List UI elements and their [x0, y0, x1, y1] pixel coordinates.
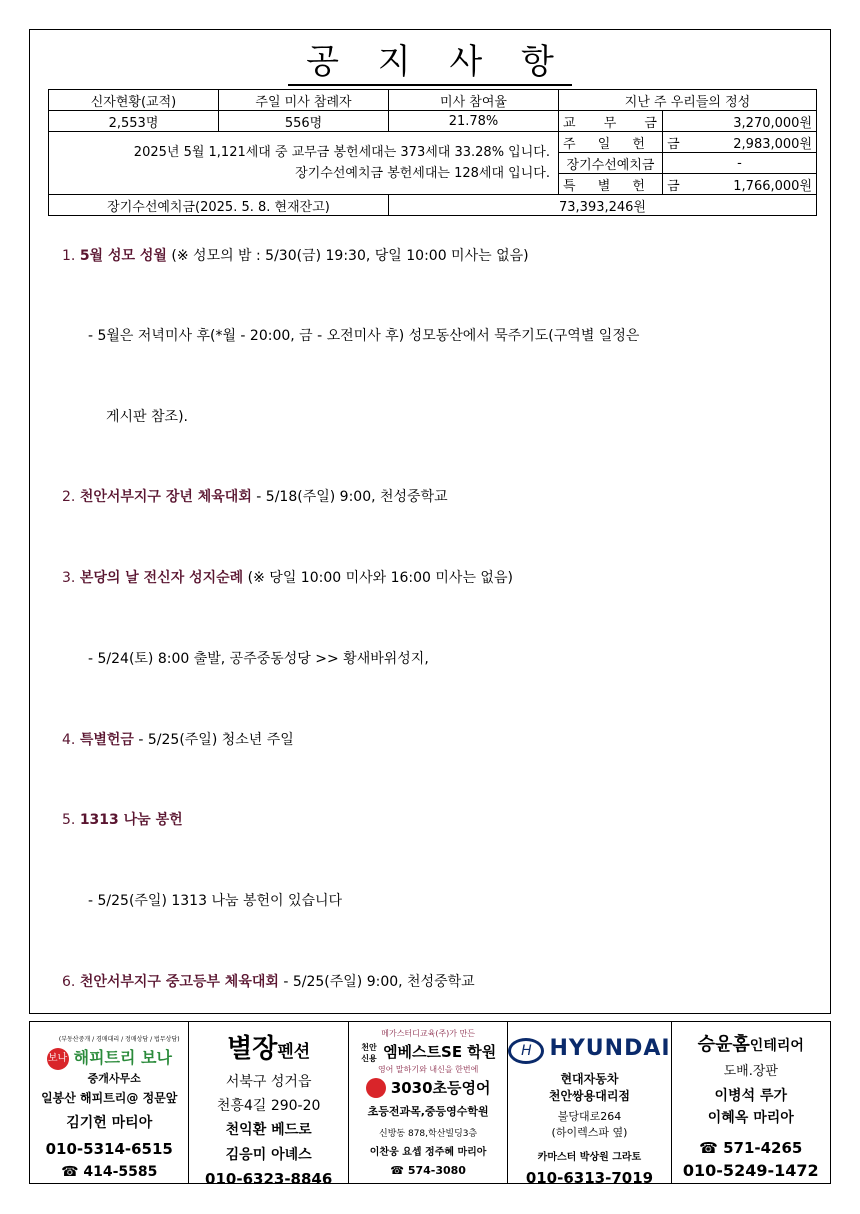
ad-phone: ☎ 574-3080	[390, 1164, 466, 1177]
ad-address-1: 서북구 성거읍	[225, 1074, 312, 1090]
header-rate: 미사 참여율	[389, 90, 559, 111]
balance-value: 73,393,246원	[389, 195, 817, 216]
ad-phone-2: ☎ 414-5585	[61, 1163, 158, 1180]
ad-name: 별장	[227, 1034, 278, 1064]
value-teuk: 1,766,000원	[663, 174, 817, 195]
item-4	[62, 729, 294, 749]
ad-brand: 엠베스트SE 학원	[383, 1043, 497, 1061]
item-number: 1.	[62, 248, 76, 264]
item-heading: 1313 나눔 봉헌	[79, 812, 183, 828]
ad-brand-prefix: 천안 신용	[361, 1042, 377, 1063]
ad-name-2: 3030초등영어	[390, 1078, 491, 1097]
item-1-sub-2: 게시판 참조).	[106, 409, 188, 425]
ad-location: 일봉산 해피트리@ 정문앞	[41, 1090, 178, 1105]
item-detail: - 5/25(주일) 청소년 주일	[133, 732, 294, 748]
item-number: 2.	[62, 489, 76, 505]
ad-dealer-1: 현대자동차	[560, 1071, 619, 1086]
ad-person-2: 김응미 아녜스	[225, 1147, 312, 1163]
ad-persons: 이찬웅 요셉 정주혜 마리아	[369, 1147, 487, 1158]
ad-phone: 010-6313-7019	[525, 1168, 654, 1187]
item-detail: - 5/18(주일) 9:00, 천성중학교	[251, 489, 448, 505]
notice-line-2: 장기수선예치금 봉헌세대는 128세대 입니다.	[295, 166, 550, 181]
academy-badge-icon	[366, 1078, 386, 1098]
ad-name: 승윤홈	[697, 1034, 750, 1055]
ad-person-1: 천익환 베드로	[225, 1122, 312, 1138]
item-heading: 특별헌금	[79, 732, 134, 748]
ad-pension	[189, 1022, 348, 1188]
ads-strip	[29, 1021, 831, 1188]
item-detail: - 5/25(주일) 9:00, 천성중학교	[278, 974, 475, 990]
balance-label: 장기수선예치금(2025. 5. 8. 현재잔고)	[49, 195, 389, 216]
ad-tagline: 영어 말하기와 내신을 한번에	[377, 1064, 479, 1074]
value-gyomu: 3,270,000원	[663, 111, 817, 132]
item-detail: (※ 당일 10:00 미사와 16:00 미사는 없음)	[243, 570, 513, 586]
label-juil: 주 일 헌 금	[559, 132, 663, 153]
item-5	[62, 809, 183, 829]
ad-tag: (부동산중개 / 경매대리 / 정매상담 / 법무상담)	[58, 1036, 180, 1043]
ad-sub: 초등전과목,중등영수학원	[367, 1105, 489, 1118]
item-number: 3.	[62, 570, 76, 586]
item-heading: 천안서부지구 장년 체육대회	[79, 489, 252, 505]
ad-academy	[349, 1022, 508, 1183]
hyundai-logo-icon: H	[508, 1038, 544, 1064]
label-gyomu: 교 무 금	[559, 111, 663, 132]
ad-address: 신방동 878,학산빌딩3층	[379, 1129, 478, 1139]
ad-phone: 010-5314-6515	[45, 1139, 173, 1158]
value-rate: 21.78%	[389, 111, 559, 132]
value-juil: 2,983,000원	[663, 132, 817, 153]
value-attendance: 556명	[219, 111, 389, 132]
page-title: 공 지 사 항	[0, 34, 860, 83]
item-number: 6.	[62, 974, 76, 990]
ad-top: 메가스터디교육(주)가 만든	[381, 1029, 476, 1038]
ad-interior	[672, 1022, 830, 1183]
ad-brand: HYUNDAI	[549, 1036, 671, 1061]
header-new-members: 신자현황(교적)	[49, 90, 219, 111]
ad-sub: 도배.장판	[723, 1064, 778, 1079]
label-teuk: 특 별 헌 금	[559, 174, 663, 195]
label-janggi: 장기수선예치금	[559, 153, 663, 174]
item-number: 5.	[62, 812, 76, 828]
ad-person: 카마스터 박상원 그라토	[537, 1151, 642, 1163]
ad-name-suffix: 인테리어	[749, 1038, 804, 1054]
item-heading: 5월 성모 성월	[79, 248, 167, 264]
ad-name: 해피트리 보나	[73, 1048, 172, 1067]
item-2	[62, 486, 448, 506]
notice-text	[49, 132, 559, 195]
ad-hyundai	[508, 1022, 671, 1187]
item-heading: 본당의 날 전신자 성지순례	[79, 570, 244, 586]
ad-address-1: 불당대로264	[557, 1109, 622, 1123]
item-1	[62, 245, 529, 265]
item-heading: 천안서부지구 중고등부 체육대회	[79, 974, 279, 990]
heart-logo-icon: 보나	[47, 1048, 69, 1070]
ad-address-2: (하이렉스파 옆)	[551, 1125, 628, 1139]
item-3-sub: - 5/24(토) 8:00 출발, 공주중동성당 >> 황새바위성지,	[88, 651, 429, 667]
ad-phone: 010-6323-8846	[205, 1170, 333, 1188]
ad-address-2: 천흥4길 290-20	[216, 1098, 321, 1114]
ad-person-2: 이혜옥 마리아	[707, 1110, 794, 1126]
item-detail: (※ 성모의 밤 : 5/30(금) 19:30, 당일 10:00 미사는 없음)	[166, 248, 529, 264]
ad-name-suffix: 펜션	[277, 1042, 311, 1062]
item-6	[62, 971, 475, 991]
ad-sub: 중개사무소	[87, 1071, 141, 1085]
item-3	[62, 567, 513, 587]
value-new-members: 2,553명	[49, 111, 219, 132]
ad-real-estate	[30, 1022, 189, 1183]
item-5-sub: - 5/25(주일) 1313 나눔 봉헌이 있습니다	[88, 893, 343, 909]
ad-phone: ☎ 571-4265	[699, 1139, 803, 1157]
notice-line-1: 2025년 5월 1,121세대 중 교무금 봉헌세대는 373세대 33.28% 입니다.	[133, 145, 550, 160]
ad-phone-2: 010-5249-1472	[682, 1161, 819, 1180]
item-number: 4.	[62, 732, 76, 748]
stats-table	[48, 89, 817, 216]
header-offerings: 지난 주 우리들의 정성	[559, 90, 817, 111]
ad-person-1: 이병석 루가	[714, 1088, 788, 1104]
ad-person: 김기헌 마티아	[66, 1114, 153, 1131]
item-1-sub-1: - 5월은 저녁미사 후(*월 - 20:00, 금 - 오전미사 후) 성모동산에서 묵주기도(구역별 일정은	[88, 328, 640, 344]
header-attendance: 주일 미사 참례자	[219, 90, 389, 111]
ad-dealer-2: 천안쌍용대리점	[548, 1088, 631, 1103]
value-janggi: -	[663, 153, 817, 174]
